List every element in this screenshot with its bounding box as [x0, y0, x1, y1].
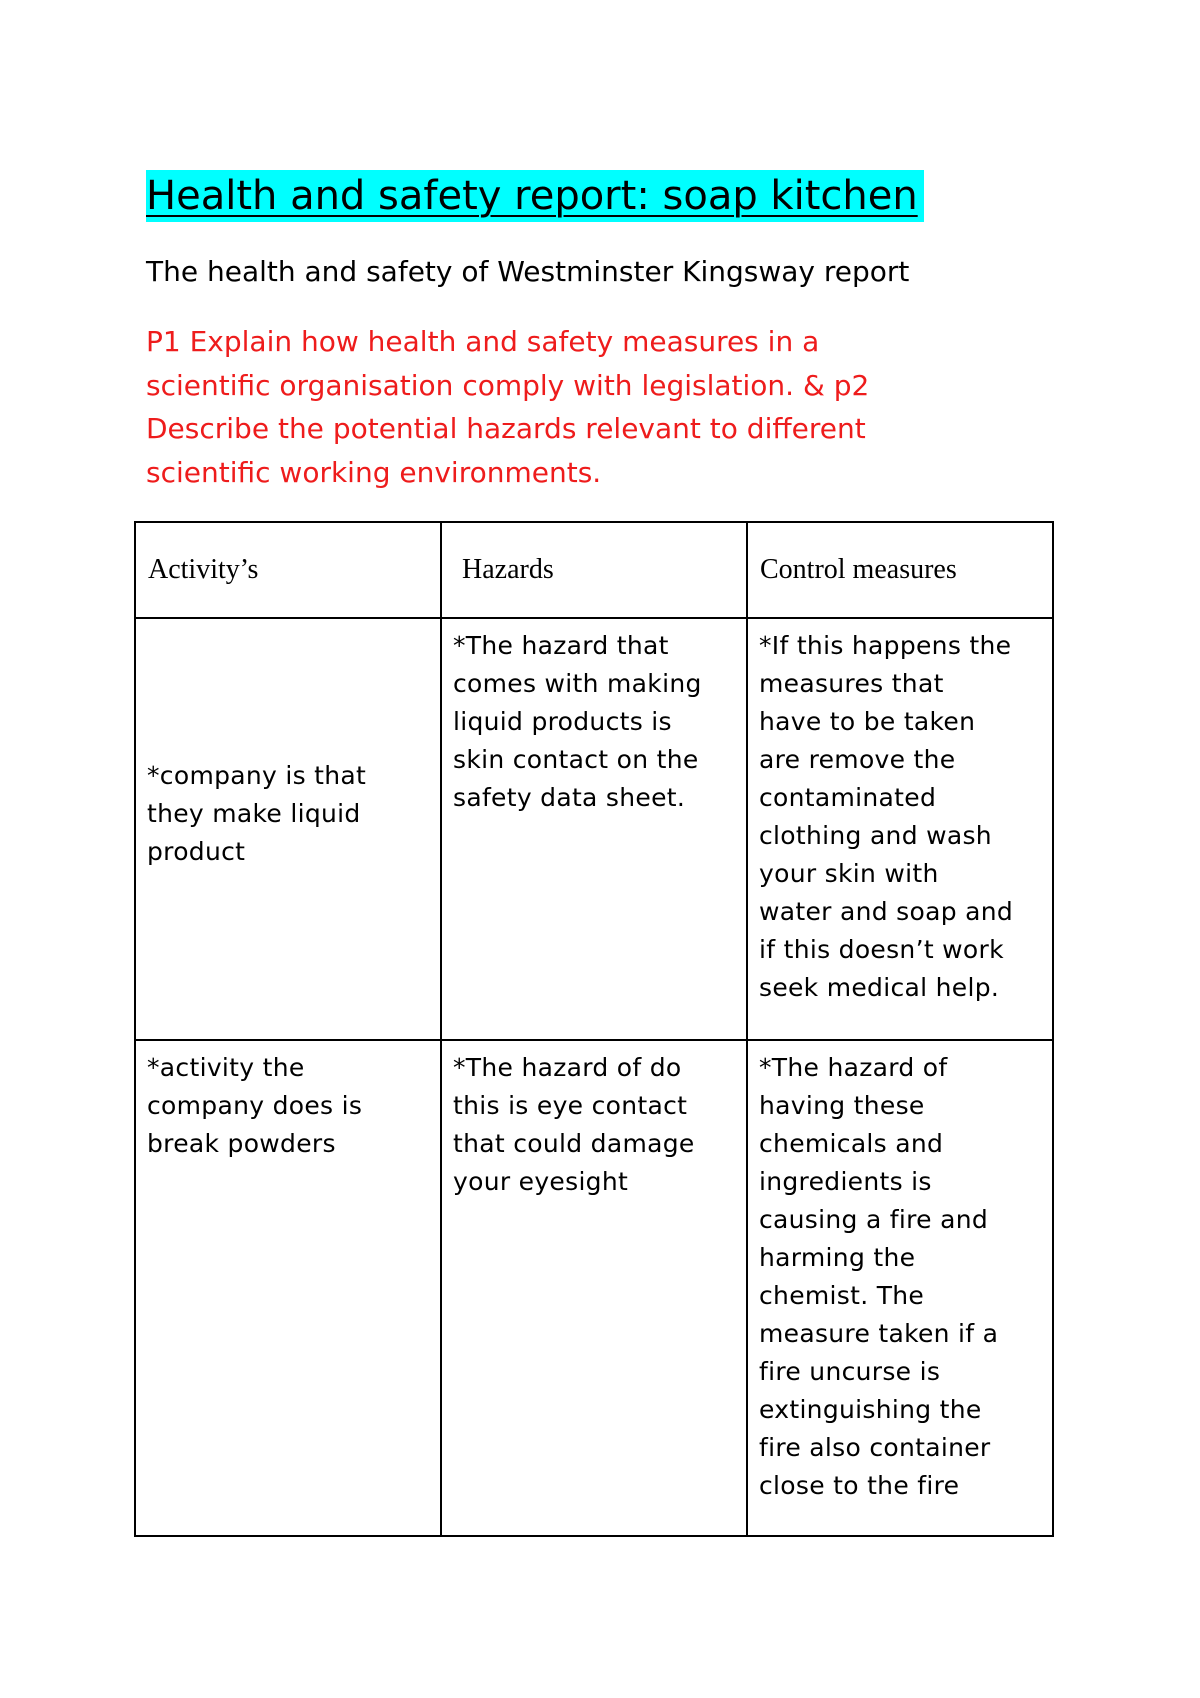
hazard-text: *The hazard that comes with making liquid products is skin contact on the safety data sheet. — [453, 631, 702, 812]
hazard-text: *The hazard of do this is eye contact that could damage your eyesight — [453, 1053, 695, 1196]
hazard-cell — [441, 618, 747, 1040]
control-text: *The hazard of having these chemicals and ingredients is causing a fire and harming the chemist. The measure taken if a fire uncurse is extinguishing the fire also container close to the fire — [759, 1053, 999, 1500]
control-cell — [747, 618, 1053, 1040]
task-line: scientific working environments. — [146, 455, 602, 489]
header-control-measures — [747, 522, 1053, 618]
table-row — [135, 618, 1053, 1040]
task-line: P1 Explain how health and safety measures in a — [146, 325, 820, 358]
document-subtitle: The health and safety of Westminster Kingsway report — [146, 255, 910, 288]
control-text: *If this happens the measures that have to be taken are remove the contaminated clothing and wash your skin with water and soap and if this doesn’t work seek medical help. — [759, 631, 1014, 1002]
header-activity-label: Activity’s — [148, 554, 259, 585]
table-header-row — [135, 522, 1053, 618]
activity-text: *activity the company does is break powders — [147, 1053, 363, 1158]
hazard-table — [134, 521, 1054, 1537]
title-wrapper — [146, 168, 924, 224]
header-hazards-label: Hazards — [462, 554, 554, 585]
header-activity — [135, 522, 441, 618]
activity-text: *company is that they make liquid product — [147, 761, 367, 866]
task-instructions — [146, 320, 1026, 494]
activity-cell — [135, 618, 441, 1040]
table-row — [135, 1040, 1053, 1536]
control-cell — [747, 1040, 1053, 1536]
document-title: Health and safety report: soap kitchen — [146, 170, 924, 222]
header-hazards — [441, 522, 747, 618]
task-line: Describe the potential hazards relevant to different — [146, 412, 866, 445]
task-line: scientific organisation comply with legislation. & p2 — [146, 368, 870, 402]
activity-cell — [135, 1040, 441, 1536]
hazard-cell — [441, 1040, 747, 1536]
header-control-label: Control measures — [760, 554, 957, 585]
